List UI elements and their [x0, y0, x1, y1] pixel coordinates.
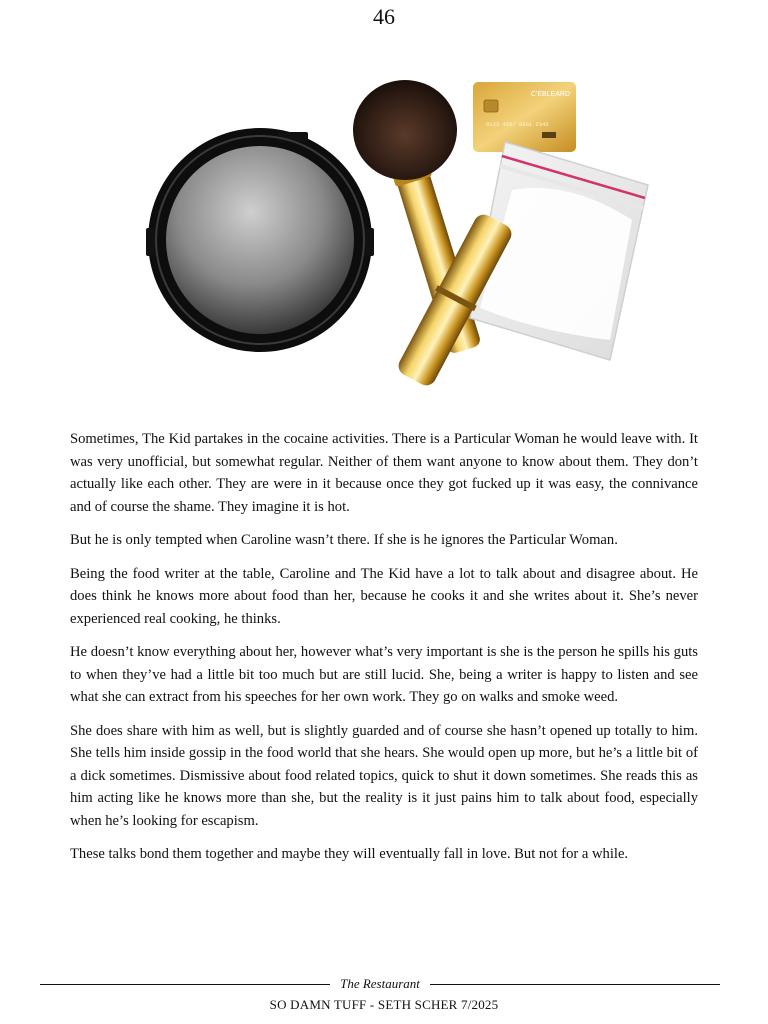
- paragraph: Sometimes, The Kid partakes in the cocaine activities. There is a Particular Woman he would leave with. It was very unofficial, but somewhat regular. Neither of them want anyone to know about them. They don’t actually like each other. They are were in it because once they got fucked up it was easy, the connivance and of course the shame. They imagine it is hot.: [70, 431, 698, 515]
- footer-rule-left: [40, 984, 330, 985]
- paragraph: Being the food writer at the table, Caroline and The Kid have a lot to talk about and disagree about. He does think he knows more about food than her, because he cooks it and she writes about it. She’s never experienced real cooking, he thinks.: [70, 565, 698, 627]
- mirror-icon: [146, 128, 374, 352]
- paragraph: But he is only tempted when Caroline wasn’t there. If she is he ignores the Particular Woman.: [70, 532, 618, 548]
- card-brand: C'EBLEARD: [530, 91, 570, 98]
- footer-rule-right: [430, 984, 720, 985]
- card-digits: 0123 4567 8901 2345: [486, 121, 549, 128]
- footer-title: The Restaurant: [340, 976, 420, 991]
- body-text: [70, 428, 698, 877]
- illustration: [140, 70, 660, 400]
- footer-credit: SO DAMN TUFF - SETH SCHER 7/2025: [269, 997, 499, 1012]
- paragraph: These talks bond them together and maybe they will eventually fall in love. But not for a while.: [70, 846, 629, 862]
- credit-card-icon: [473, 82, 576, 152]
- paragraph: She does share with him as well, but is slightly guarded and of course she hasn’t opened up totally to him. She tells him inside gossip in the food world that she hears. She would open up more, but he’s a little bit of a dick sometimes. Dismissive about food related topics, quick to shut it down sometimes. She reads this as him acting like he knows more than she, but the reality is it just pains him to talk about food, especially when he’s looking for escapism.: [70, 722, 698, 829]
- page-number: 46: [373, 4, 395, 29]
- paragraph: He doesn’t know everything about her, however what’s very important is she is the person he spills his guts to when they’ve had a little bit too much but are still lucid. She, being a writer is happy to listen and see what she can extract from his speeches for her own work. They go on walks and smoke weed.: [70, 644, 698, 705]
- footer: [40, 974, 720, 994]
